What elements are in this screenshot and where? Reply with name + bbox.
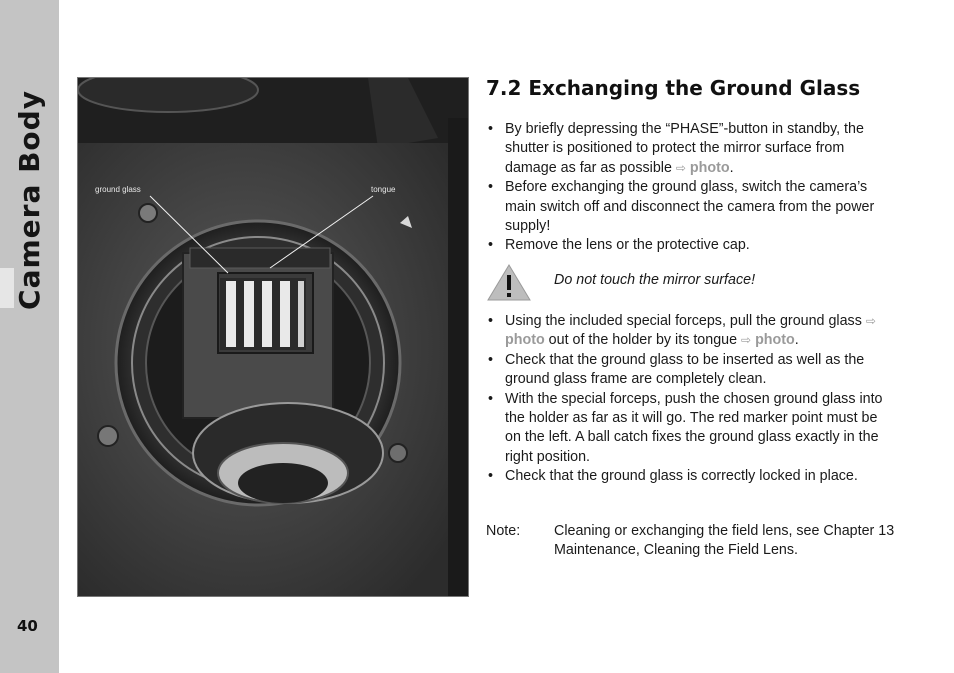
reference-arrow-icon: ⇨ [675, 160, 686, 175]
list-item: • By briefly depressing the “PHASE”-button in standby, the shutter is positioned to protect the mirror surface from damage as far as possible ⇨ photo. [486, 120, 886, 178]
photo-reference: photo [689, 159, 730, 176]
instruction-list-1 [486, 120, 886, 256]
photo-reference: photo [755, 332, 795, 349]
chapter-title-vertical: Camera Body [13, 90, 46, 310]
warning-box [486, 262, 886, 302]
note-label: Note: [486, 523, 521, 539]
warning-text: Do not touch the mirror surface! [554, 272, 756, 288]
note-text: Cleaning or exchanging the field lens, see Chapter 13 Maintenance, Cleaning the Field Lens. [554, 523, 895, 559]
reference-arrow-icon: ⇨ [865, 314, 876, 328]
sidebar [0, 0, 59, 673]
reference-arrow-icon: ⇨ [741, 333, 752, 348]
page-number: 40 [17, 617, 38, 635]
list-item: • Using the included special forceps, pull the ground glass ⇨ photo out of the holder by its tongue ⇨ photo. [486, 312, 886, 351]
list-item: • Before exchanging the ground glass, switch the camera’s main switch off and disconnect the camera from the power supply! [486, 178, 886, 236]
camera-mount-photo [77, 77, 469, 597]
camera-mount-illustration [78, 78, 468, 596]
label-tongue: tongue [371, 185, 396, 194]
label-ground-glass: ground glass [95, 185, 141, 194]
list-item: • Check that the ground glass to be inserted as well as the ground glass frame are completely clean. [486, 351, 886, 390]
photo-reference: photo [505, 332, 545, 349]
instruction-list-2 [486, 312, 886, 487]
section-heading: 7.2 Exchanging the Ground Glass [486, 76, 861, 100]
list-item: • Remove the lens or the protective cap. [486, 236, 886, 255]
list-item: • With the special forceps, push the chosen ground glass into the holder as far as it will go. The red marker point must be on the left. A ball catch fixes the ground glass exactly in the right position. [486, 390, 886, 468]
list-item: • Check that the ground glass is correctly locked in place. [486, 467, 886, 486]
warning-triangle-icon [486, 262, 532, 302]
